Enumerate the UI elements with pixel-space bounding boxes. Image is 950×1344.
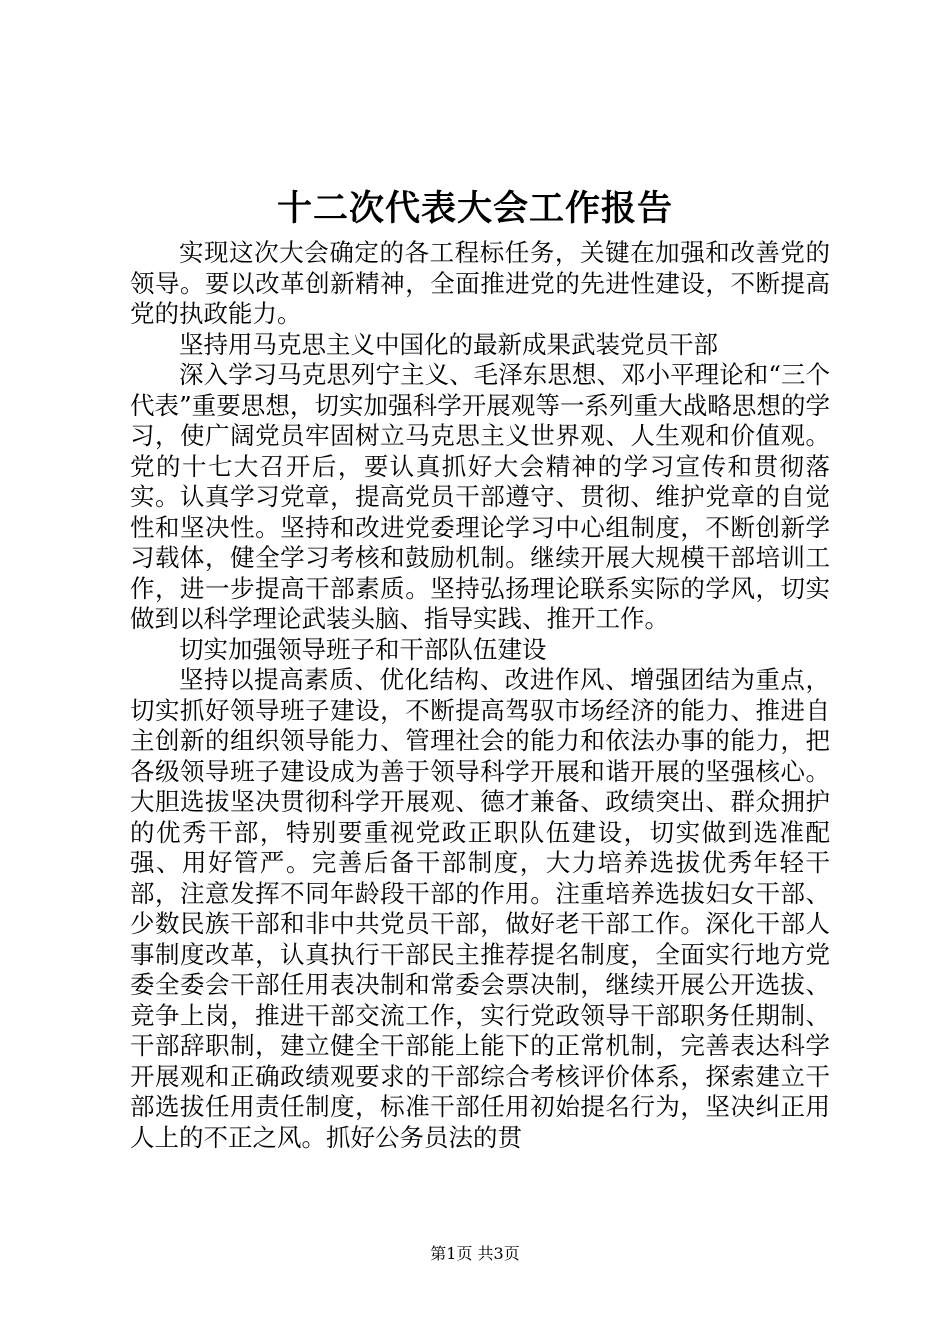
paragraph-theory-study: 深入学习马克思列宁主义、毛泽东思想、邓小平理论和“三个代表”重要思想，切实加强科学开展观等一系列重大战略思想的学习，使广阔党员牢固树立马克思主义世界观、人生观和价值观。党的十七大召开后，要认真抓好大会精神的学习宣传和贯彻落实。认真学习党章，提高党员干部遵守、贯彻、维护党章的自觉性和坚决性。坚持和改进党委理论学习中心组制度，不断创新学习载体，健全学习考核和鼓励机制。继续开展大规模干部培训工作，进一步提高干部素质。坚持弘扬理论联系实际的学风，切实做到以科学理论武装头脑、指导实践、推开工作。 [130,360,830,633]
paragraph-intro: 实现这次大会确定的各工程标任务，关键在加强和改善党的领导。要以改革创新精神，全面推进党的先进性建设，不断提高党的执政能力。 [130,238,830,328]
section-heading-theory: 坚持用马克思主义中国化的最新成果武装党员干部 [179,329,718,359]
page-footer: 第1页 共3页 [430,1244,520,1263]
document-body [130,238,830,1153]
document-title: 十二次代表大会工作报告 [276,188,673,229]
paragraph-leadership: 坚持以提高素质、优化结构、改进作风、增强团结为重点，切实抓好领导班子建设，不断提高驾驭市场经济的能力、推进自主创新的组织领导能力、管理社会的能力和依法办事的能力，把各级领导班子建设成为善于领导科学开展和谐开展的坚强核心。大胆选拔坚决贯彻科学开展观、德才兼备、政绩突出、群众拥护的优秀干部，特别要重视党政正职队伍建设，切实做到选准配强、用好管严。完善后备干部制度，大力培养选拔优秀年轻干部，注意发挥不同年龄段干部的作用。注重培养选拔妇女干部、少数民族干部和非中共党员干部，做好老干部工作。深化干部人事制度改革，认真执行干部民主推荐提名制度，全面实行地方党委全委会干部任用表决制和常委会票决制，继续开展公开选拔、竞争上岗，推进干部交流工作，实行党政领导干部职务任期制、干部辞职制，建立健全干部能上能下的正常机制，完善表达科学开展观和正确政绩观要求的干部综合考核评价体系，探索建立干部选拔任用责任制度，标准干部任用初始提名行为，坚决纠正用人上的不正之风。抓好公务员法的贯 [130,665,830,1152]
section-heading-leadership: 切实加强领导班子和干部队伍建设 [179,634,547,664]
